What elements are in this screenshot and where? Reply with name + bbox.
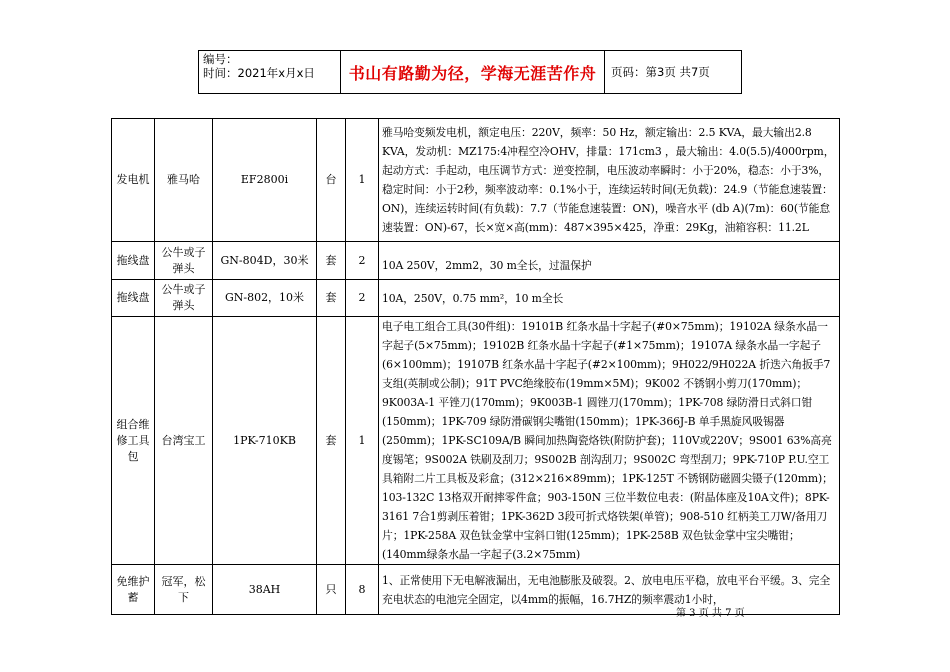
table-row (112, 242, 840, 280)
unit-cell: 台 (317, 119, 346, 242)
unit-cell: 套 (317, 280, 346, 317)
desc-cell: 雅马哈变频发电机，额定电压：220V，频率：50 Hz，额定输出：2.5 KVA，最大输出2.8 KVA，发动机：MZ175:4冲程空冷OHV，排量：171cm3 ，最大输出：4.0(5.5)/4000rpm，起动方式：手起动，电压调节方式：逆变控制，电压波动率瞬时：小于20%，稳态：小于3%，稳定时间：小于2秒，频率波动率：0.1%小于，连续运转时间(无负载)：24.9（节能怠速装置：ON)，连续运转时间(有负载)：7.7（节能怠速装置：ON)，噪音水平 (db A)(7m)：60(节能怠速装置：ON)-67，长×宽×高(mm)：487×395×425，净重：29Kg，油箱容积：11.2L (379, 119, 840, 242)
page-footer: 第 3 页 共 7 页 (676, 608, 745, 619)
qty-cell: 1 (346, 119, 379, 242)
brand-cell: 冠军，松下 (155, 565, 213, 615)
motto: 书山有路勤为径，学海无涯苦作舟 (341, 51, 605, 93)
category-cell: 免维护蓄 (112, 565, 155, 615)
document-header (198, 50, 742, 94)
table-row (112, 317, 840, 565)
desc-cell: 电子电工组合工具(30件组)：19101B 红条水晶十字起子(#0×75mm)；19102A 绿条水晶一字起子(5×75mm)；19102B 红条水晶十字起子(#1×75mm)；19107A 绿条水晶一字起子(6×100mm)；19107B 红条水晶十字起子(#2×100mm)；9H022/9H022A 折迭六角扳手7支组(英制或公制)；91T PVC绝缘胶布(19mm×5M)；9K002 不锈钢小剪刀(170mm)；9K003A-1 平锉刀(170mm)；9K003B-1 圆锉刀(170mm)；1PK-708 绿防滑日式斜口钳(150mm)；1PK-709 绿防滑碳钢尖嘴钳(150mm)；1PK-366J-B 单手黑旋风吸锡器(250mm)；1PK-SC109A/B 瞬间加热陶瓷烙铁(附防护套)；110V或220V；9S001 63%高亮度锡笔；9S002A 铁刷及刮刀；9S002B 剖沟刮刀；9S002C 弯型刮刀；9PK-710P P.U.空工具箱附二片工具板及彩盒；(312×216×89mm)；1PK-125T 不锈钢防磁圆尖镊子(120mm)；103-132C 13格双开耐摔零件盒；903-150N 三位半数位电表：(附晶体座及10A文件)；8PK-3161 7合1剪剥压着钳；1PK-362D 3段可折式烙铁架(单管)；908-510 红柄美工刀W/备用刀片；1PK-258A 双色钛金掌中宝斜口钳(125mm)；1PK-258B 双色钛金掌中宝尖嘴钳；(140mm绿条水晶一字起子(3.2×75mm) (379, 317, 840, 565)
desc-cell: 10A 250V，2mm2，30 m全长，过温保护 (379, 242, 840, 280)
qty-cell: 2 (346, 280, 379, 317)
model-cell: GN-802，10米 (213, 280, 317, 317)
table-row (112, 280, 840, 317)
model-cell: 1PK-710KB (213, 317, 317, 565)
desc-cell: 10A，250V，0.75 mm²，10 m全长 (379, 280, 840, 317)
category-cell: 发电机 (112, 119, 155, 242)
time-label: 时间：2021年x月x日 (203, 66, 315, 80)
table-row (112, 119, 840, 242)
model-cell: GN-804D，30米 (213, 242, 317, 280)
desc-cell: 1、正常使用下无电解液漏出，无电池膨胀及破裂。2、放电电压平稳，放电平台平缓。3、完全充电状态的电池完全固定，以4mm的振幅，16.7HZ的频率震动1小时， (379, 565, 840, 615)
model-cell: EF2800i (213, 119, 317, 242)
brand-cell: 雅马哈 (155, 119, 213, 242)
qty-cell: 1 (346, 317, 379, 565)
brand-cell: 台湾宝工 (155, 317, 213, 565)
category-cell: 组合维修工具包 (112, 317, 155, 565)
category-cell: 拖线盘 (112, 242, 155, 280)
qty-cell: 2 (346, 242, 379, 280)
unit-cell: 只 (317, 565, 346, 615)
unit-cell: 套 (317, 242, 346, 280)
category-cell: 拖线盘 (112, 280, 155, 317)
brand-cell: 公牛或子弹头 (155, 280, 213, 317)
unit-cell: 套 (317, 317, 346, 565)
page-label: 页码：第3页 共7页 (611, 65, 710, 79)
brand-cell: 公牛或子弹头 (155, 242, 213, 280)
qty-cell: 8 (346, 565, 379, 615)
header-meta (199, 51, 341, 93)
equipment-table (111, 118, 840, 615)
model-cell: 38AH (213, 565, 317, 615)
number-label: 编号： (203, 52, 238, 66)
